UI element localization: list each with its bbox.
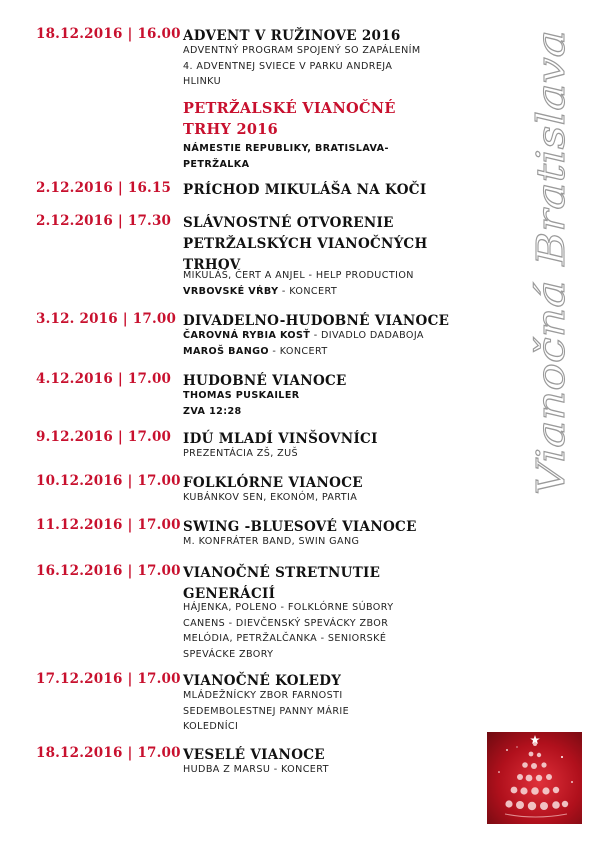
detail-line: PETRŽALKA <box>183 158 250 170</box>
detail-line: ČAROVNÁ RYBIA KOSŤ - DIVADLO DADABOJA <box>183 330 424 341</box>
event-details <box>183 141 483 172</box>
event-details <box>183 446 483 462</box>
event-details <box>183 328 483 359</box>
detail-line: M. KONFRÁTER BAND, SWIN GANG <box>183 536 360 547</box>
event-title: VIANOČNÉ KOLEDY <box>183 673 342 689</box>
christmas-tree-image <box>487 732 582 824</box>
event-title: ADVENT V RUŽINOVE 2016 <box>183 28 401 44</box>
event-date: 2.12.2016 | 16.15 <box>36 180 172 196</box>
detail-line: HÁJENKA, POLENO - FOLKLÓRNE SÚBORY <box>183 602 394 613</box>
event-details <box>183 762 483 778</box>
event-details <box>183 388 483 419</box>
event-details <box>183 43 483 90</box>
event-date: 16.12.2016 | 17.00 <box>36 563 181 579</box>
event-date: 2.12.2016 | 17.30 <box>36 213 172 229</box>
sidebar-title <box>520 20 580 500</box>
detail-line: NÁMESTIE REPUBLIKY, BRATISLAVA- <box>183 143 389 154</box>
detail-line: SEDEMBOLESTNEJ PANNY MÁRIE <box>183 705 350 717</box>
detail-line: ZVA 12:28 <box>183 405 242 417</box>
detail-line: KOLEDNÍCI <box>183 721 239 732</box>
event-date: 18.12.2016 | 16.00 <box>36 26 181 42</box>
event-title: PETRŽALSKÉ VIANOČNÉ TRHY 2016 <box>183 100 396 138</box>
event-title: IDÚ MLADÍ VINŠOVNÍCI <box>183 431 378 447</box>
detail-line: ADVENTNÝ PROGRAM SPOJENÝ SO ZAPÁLENÍM <box>183 45 421 56</box>
event-date: 4.12.2016 | 17.00 <box>36 371 172 387</box>
detail-line: 4. ADVENTNEJ SVIECE V PARKU ANDREJA <box>183 60 393 72</box>
event-title: PRÍCHOD MIKULÁŠA NA KOČI <box>183 182 427 198</box>
detail-line: CANENS - DIEVČENSKÝ SPEVÁCKY ZBOR <box>183 617 389 629</box>
detail-line: PREZENTÁCIA ZŠ, ZUŠ <box>183 448 299 459</box>
detail-line: SPEVÁCKE ZBORY <box>183 648 274 660</box>
detail-line: THOMAS PUSKAILER <box>183 390 300 401</box>
detail-line: KUBÁNKOV SEN, EKONÓM, PARTIA <box>183 492 358 503</box>
detail-line: VRBOVSKÉ VŔBY - KONCERT <box>183 285 338 297</box>
event-date: 10.12.2016 | 17.00 <box>36 473 181 489</box>
detail-line: MLÁDEŽNÍCKY ZBOR FARNOSTI <box>183 690 343 701</box>
event-details <box>183 688 483 735</box>
sidebar-title-text: Vianočná Bratislava <box>529 110 573 495</box>
detail-line: MAROŠ BANGO - KONCERT <box>183 345 328 357</box>
event-details <box>183 490 483 506</box>
event-title: HUDOBNÉ VIANOCE <box>183 373 347 389</box>
event-date: 3.12. 2016 | 17.00 <box>36 311 177 327</box>
event-date: 11.12.2016 | 17.00 <box>36 517 181 533</box>
event-title: VESELÉ VIANOCE <box>183 747 325 763</box>
event-details <box>183 534 483 550</box>
event-details <box>183 268 483 299</box>
event-date: 17.12.2016 | 17.00 <box>36 671 181 687</box>
detail-line: HLINKU <box>183 76 222 87</box>
event-title: SLÁVNOSTNÉ OTVORENIE PETRŽALSKÝCH VIANOČNÝCH TRHOV <box>183 215 428 273</box>
detail-line: MELÓDIA, PETRŽALČANKA - SENIORSKÉ <box>183 633 387 644</box>
event-title: VIANOČNÉ STRETNUTIE GENERÁCIÍ <box>183 565 381 602</box>
detail-line: HUDBA Z MARSU - KONCERT <box>183 764 329 775</box>
event-date: 9.12.2016 | 17.00 <box>36 429 172 445</box>
detail-line: MIKULÁŠ, ČERT A ANJEL - HELP PRODUCTION <box>183 270 414 281</box>
event-title: SWING -BLUESOVÉ VIANOCE <box>183 519 417 535</box>
event-title: DIVADELNO-HUDOBNÉ VIANOCE <box>183 313 450 329</box>
event-date: 18.12.2016 | 17.00 <box>36 745 181 761</box>
event-title: FOLKLÓRNE VIANOCE <box>183 475 363 491</box>
event-details <box>183 600 483 662</box>
